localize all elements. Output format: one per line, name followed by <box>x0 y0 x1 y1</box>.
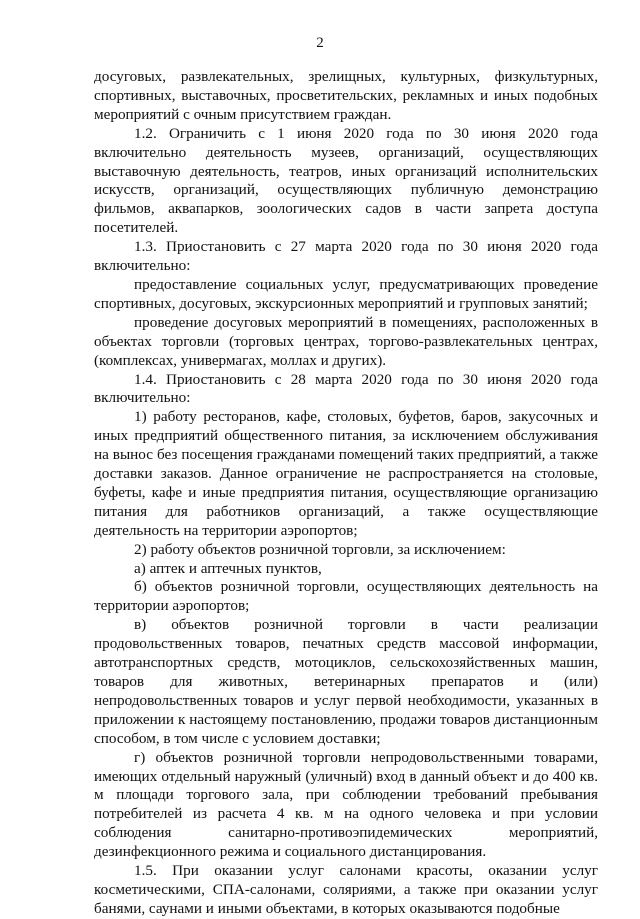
document-body <box>94 68 598 919</box>
paragraph: 1) работу ресторанов, кафе, столовых, буфетов, баров, закусочных и иных предприятий общественного питания, за исключением обслуживания на вынос без посещения гражданами помещений таких предприятий, а также доставки заказов. Данное ограничение не распространяется на столовые, буфеты, кафе и иные предприятия питания, осуществляющие организацию питания для работников организаций, а также осуществляющие деятельность на территории аэропортов; <box>94 408 598 539</box>
paragraph: досуговых, развлекательных, зрелищных, культурных, физкультурных, спортивных, выставочных, просветительских, рекламных и иных подобных мероприятий с очным присутствием граждан. <box>94 68 598 123</box>
paragraph: б) объектов розничной торговли, осуществляющих деятельность на территории аэропортов; <box>94 578 598 615</box>
paragraph: 1.2. Ограничить с 1 июня 2020 года по 30 июня 2020 года включительно деятельность музеев, организаций, осуществляющих выставочную деятельность, театров, иных организаций исполнительских искусств, организаций, осуществляющих публичную демонстрацию фильмов, аквапарков, зоологических садов в части запрета доступа посетителей. <box>94 124 598 237</box>
paragraph: предоставление социальных услуг, предусматривающих проведение спортивных, досуговых, экскурсионных мероприятий и групповых занятий; <box>94 275 598 312</box>
paragraph: 1.4. Приостановить с 28 марта 2020 года по 30 июня 2020 года включительно: <box>94 370 598 407</box>
page-number: 2 <box>316 35 324 51</box>
paragraph: 1.3. Приостановить с 27 марта 2020 года по 30 июня 2020 года включительно: <box>94 238 598 275</box>
paragraph: в) объектов розничной торговли в части реализации продовольственных товаров, печатных средств массовой информации, автотранспортных средств, мотоциклов, сельскохозяйственных машин, товаров для животных, ветеринарных препаратов и (или) непродовольственных товаров и услуг первой необходимости, указанных в приложении к настоящему постановлению, продажи товаров дистанционным способом, в том числе с условием доставки; <box>94 616 598 747</box>
paragraph: проведение досуговых мероприятий в помещениях, расположенных в объектах торговли (торговых центрах, торгово-развлекательных центрах, (комплексах, универмагах, моллах и других). <box>94 313 598 369</box>
paragraph: 1.5. При оказании услуг салонами красоты, оказании услуг косметическими, СПА-салонами, соляриями, а также при оказании услуг банями, саунами и иными объектами, в которых оказываются подобные <box>94 862 598 917</box>
paragraph: а) аптек и аптечных пунктов, <box>134 559 322 577</box>
paragraph: 2) работу объектов розничной торговли, за исключением: <box>134 540 506 558</box>
paragraph: г) объектов розничной торговли непродовольственными товарами, имеющих отдельный наружный (уличный) вход в данный объект и до 400 кв. м площади торгового зала, при соблюдении требований пребывания потребителей из расчета 4 кв. м на одного человека и при условии соблюдения санитарно-противоэпидемических мероприятий, дезинфекционного режима и социального дистанцирования. <box>94 748 598 861</box>
